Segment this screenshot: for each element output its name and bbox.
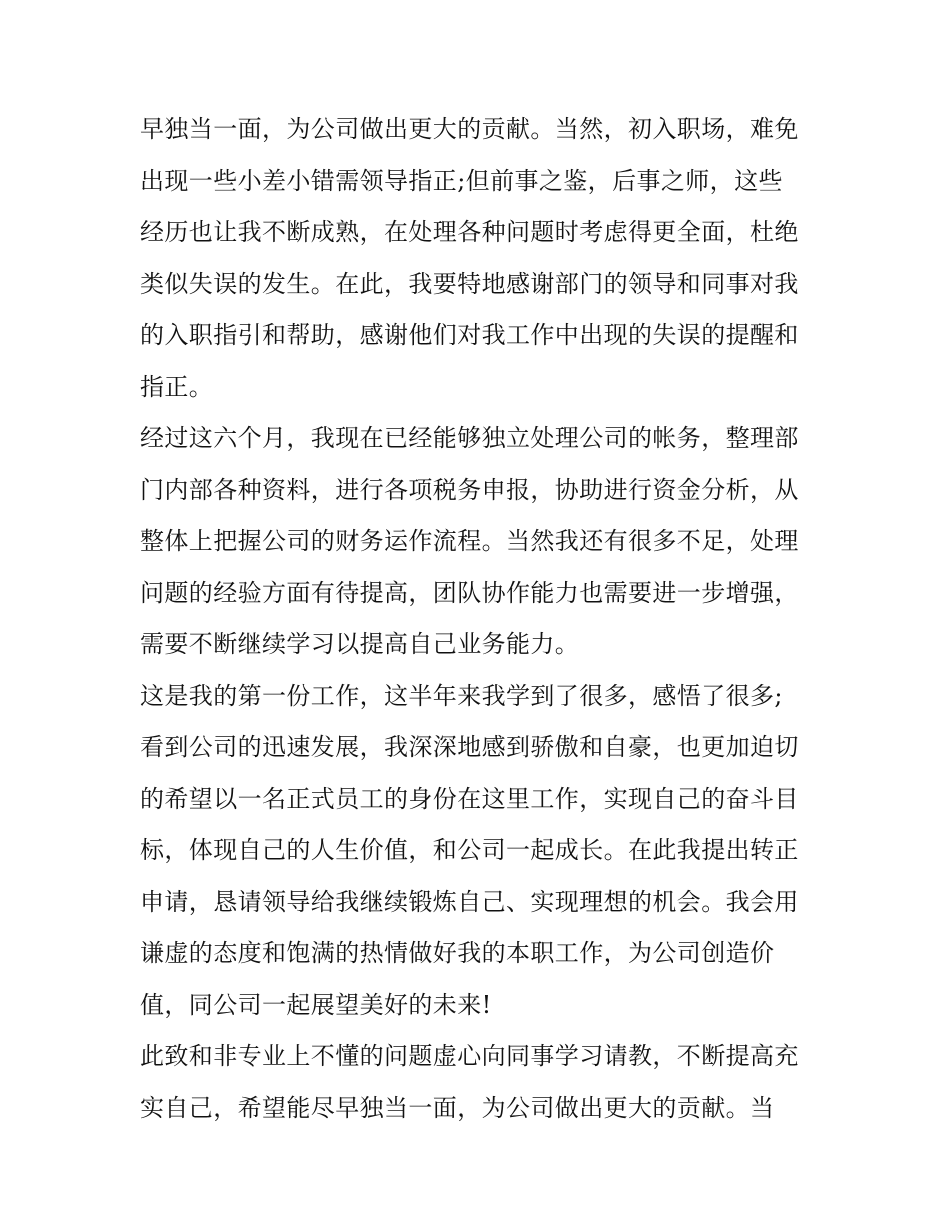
text-line: 的入职指引和帮助，感谢他们对我工作中出现的失误的提醒和 <box>140 321 799 349</box>
text-line: 早独当一面，为公司做出更大的贡献。当然，初入职场，难免 <box>140 115 799 143</box>
text-line: 经过这六个月，我现在已经能够独立处理公司的帐务，整理部 <box>140 424 799 452</box>
text-line: 实自己，希望能尽早独当一面，为公司做出更大的贡献。当 <box>140 1093 775 1122</box>
text-line: 类似失误的发生。在此，我要特地感谢部门的领导和同事对我 <box>140 269 799 298</box>
text-line: 经历也让我不断成熟，在处理各种问题时考虑得更全面，杜绝 <box>140 218 799 246</box>
text-line: 此致和非专业上不懂的问题虚心向同事学习请教，不断提高充 <box>140 1042 799 1070</box>
text-line: 门内部各种资料，进行各项税务申报，协助进行资金分析，从 <box>140 475 799 504</box>
text-line: 标，体现自己的人生价值，和公司一起成长。在此我提出转正 <box>140 836 799 864</box>
text-line: 问题的经验方面有待提高，团队协作能力也需要进一步增强， <box>140 578 799 607</box>
text-line: 的希望以一名正式员工的身份在这里工作，实现自己的奋斗目 <box>140 784 799 813</box>
text-line: 看到公司的迅速发展，我深深地感到骄傲和自豪，也更加迫切 <box>140 733 799 761</box>
text-line: 值，同公司一起展望美好的未来! <box>140 990 492 1019</box>
text-line: 出现一些小差小错需领导指正;但前事之鉴，后事之师，这些 <box>140 166 783 195</box>
body-text <box>140 104 820 1134</box>
text-line: 谦虚的态度和饱满的热情做好我的本职工作，为公司创造价 <box>140 939 775 967</box>
text-line: 整体上把握公司的财务运作流程。当然我还有很多不足，处理 <box>140 527 799 555</box>
text-line: 指正。 <box>140 372 214 401</box>
text-line: 这是我的第一份工作，这半年来我学到了很多，感悟了很多; <box>140 681 783 710</box>
text-line: 申请，恳请领导给我继续锻炼自己、实现理想的机会。我会用 <box>140 887 799 916</box>
text-line: 需要不断继续学习以提高自己业务能力。 <box>140 630 580 658</box>
